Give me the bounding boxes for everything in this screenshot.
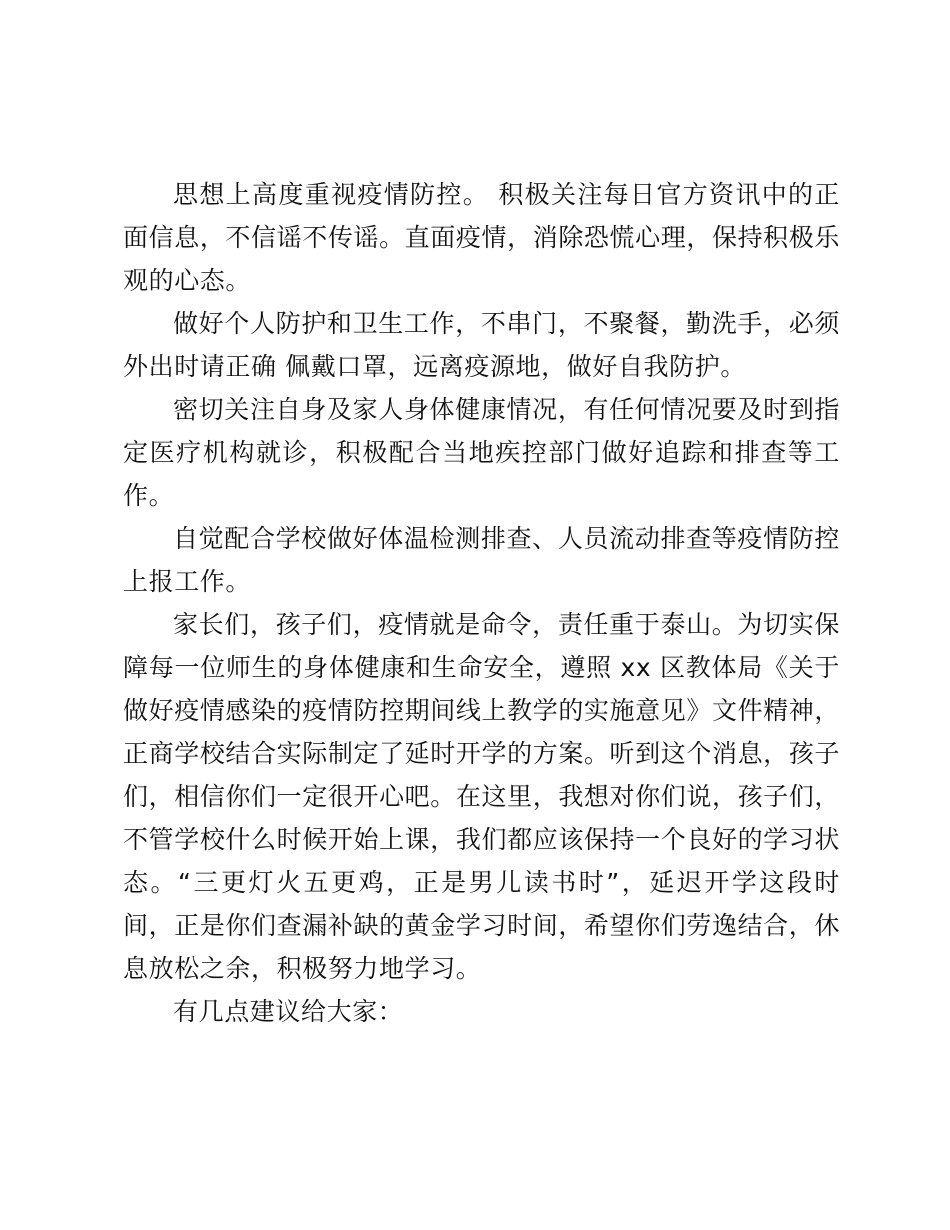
paragraph-mindset: 思想上高度重视疫情防控。 积极关注每日官方资讯中的正面信息，不信谣不传谣。直面疫情，消除恐慌心理，保持积极乐观的心态。 <box>123 180 840 295</box>
paragraph-personal-protection: 做好个人防护和卫生工作，不串门，不聚餐，勤洗手，必须外出时请正确 佩戴口罩，远离疫源地，做好自我防护。 <box>123 309 840 381</box>
paragraph-school-cooperation: 自觉配合学校做好体温检测排查、人员流动排查等疫情防控上报工作。 <box>123 524 840 596</box>
paragraph-health-monitoring: 密切关注自身及家人身体健康情况，有任何情况要及时到指定医疗机构就诊，积极配合当地疾控部门做好追踪和排查等工作。 <box>123 395 840 510</box>
paragraph-delayed-opening: 家长们，孩子们，疫情就是命令，责任重于泰山。为切实保障每一位师生的身体健康和生命安全，遵照 xx 区教体局《关于做好疫情感染的疫情防控期间线上教学的实施意见》文件精神，正商学校结合实际制定了延时开学的方案。听到这个消息，孩子们，相信你们一定很开心吧。在这里，我想对你们说，孩子们，不管学校什么时候开始上课，我们都应该保持一个良好的学习状态。“三更灯火五更鸡，正是男儿读书时”，延迟开学这段时间，正是你们查漏补缺的黄金学习时间，希望你们劳逸结合，休息放松之余，积极努力地学习。 <box>123 610 840 983</box>
paragraph-suggestions-intro: 有几点建议给大家： <box>173 997 404 1026</box>
